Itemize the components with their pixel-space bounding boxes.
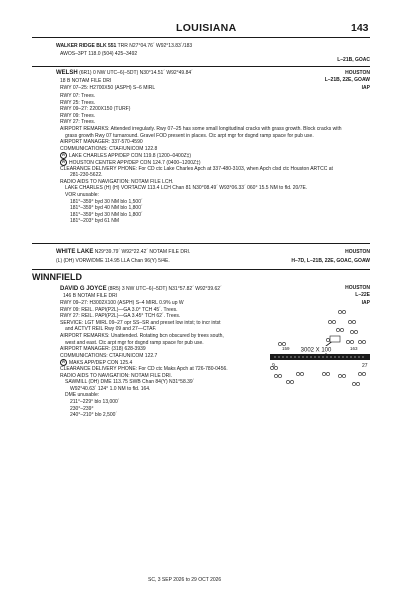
remark-line: grass growth Rwy 07 turnaround. Gravel FOD present in places. Ctc arpt mgr for dsgnd ramp space for pub use. [65,132,314,139]
elevation-label: 159 [282,346,290,351]
service-line: SERVICE: LGT MIRL 09–27 opr SS–SR and preset low intst; to incr intst [60,319,221,326]
remark-line: AIRPORT MANAGER: (318) 628-3939 [60,346,146,353]
joyce-header [60,286,222,293]
remark-line: AIRPORT REMARKS: Unattended. Rotating bcn obscured by trees south, [60,332,224,339]
center-line: R HOUSTON CENTER APP/DEP CON 124.7 (0400–1200Z‡) [60,159,342,166]
welsh-runway: RWY 07–25: H2700X50 (ASPH) S–6 MIRL [60,85,156,91]
navaid-name: WHITE LAKE [56,249,94,255]
runway-line: RWY 25: Trees. [60,99,96,106]
white-lake-coordinates: N29°39.79´ W92°22.42´ NOTAM FILE DRI. [94,249,191,255]
welsh-charts: L–21B, 22E, GOAW [324,77,370,83]
tree-icon [348,320,355,323]
runway-line: RWY 09–27: 2200X150 (TURF) [60,106,131,113]
ramp [330,336,340,342]
remark-line: AIRPORT MANAGER: 337-570-4590 [60,139,143,146]
remark-line: COMMUNICATIONS: CTAF/UNICOM 122.8 [60,145,158,152]
remark-line: AIRPORT REMARKS: Attended irregularly. Rwy 07–25 has some small longitudinal cracks with grass growth. Block cracks with [60,126,342,132]
navaid-line: RADIO AIDS TO NAVIGATION: NOTAM FILE DRI. [60,372,173,379]
runway-end-label: 27 [362,363,368,369]
page-number: 143 [351,22,369,34]
navaid-line: LAKE CHARLES (H) (H) VORTACW 113.4 LCH Chan 81 N30°08.49´ W93°06.33´ 060° 15.5 NM to fld. 20/7E. [65,185,308,192]
welsh-runway-details [60,93,130,126]
state-title: LOUISIANA [176,22,237,34]
welsh-remarks [60,126,342,225]
welsh-header [56,70,193,77]
header-rule [32,37,370,38]
city-title: WINNFIELD [32,272,82,282]
clearance-line: CLEARANCE DELIVERY PHONE: For CD ctc Lake Charles Apch at 337-480-3103, when Apch clsd ctc Houston ARTCC at [60,165,333,172]
navaid-line: 181°–359° byd 30 NM blo 1,500´ [70,198,143,205]
walker-awos: AWOS–3PT 118.0 (504) 425–3492 [60,51,138,57]
welsh-center: HOUSTON [345,70,370,76]
airport-diagram [268,302,372,398]
navaid-line: W92°40.63´ 124° 1.0 NM to fld. 164. [70,385,151,392]
white-lake-center: HOUSTON [345,249,370,255]
welsh-location: (6R1) 0 NW UTC–6(–5DT) N30°14.51´ W92°49.84´ [79,70,193,76]
joyce-center: HOUSTON [345,285,370,291]
airport-name: WALKER RIDGE BLK 551 [56,43,117,49]
r-circle-icon: R [60,159,67,166]
walker-entry [56,43,192,50]
welsh-iap: IAP [361,85,370,91]
navaid-line: 181°–359° byd 40 NM blo 1,800´ [70,205,143,212]
navaid-line: 230°–239° [70,405,94,412]
walker-coordinates: TRR N27°04.76´ W92°13.83´/183 [117,43,193,49]
navaid-line: VOR unusable: [65,191,99,198]
approach-line: R MAKS APP/DEP CON 125.4 [60,359,228,366]
tree-icon [358,372,365,375]
divider [32,243,370,244]
joyce-charts: L–22E [355,292,370,298]
effective-dates: SC, 3 SEP 2026 to 29 OCT 2026 [148,577,222,583]
runway-end-label: 9 [272,363,275,369]
tree-icon [296,372,303,375]
tree-icon [350,330,357,333]
joyce-location: (8R5) 3 NW UTC–6(–5DT) N31°57.82´ W92°39.62´ [107,286,222,292]
navaid-line: 211°–229° blo 13,000´ [70,398,120,405]
clearance-line: CLEARANCE DELIVERY PHONE: For CD ctc Maks Apch at 726-780-0456. [60,365,228,372]
navaid-line: 240°–210° blo 2,500´ [70,412,118,419]
clearance-line: 281-230-5622. [70,172,103,179]
divider [32,66,370,67]
joyce-iap: IAP [361,300,370,306]
remark-line: COMMUNICATIONS: CTAF/UNICOM 122.7 [60,352,158,359]
white-lake-header [56,249,190,256]
runway-line: RWY 09: REIL. PAPI(P2L)—GA 3.0° TCH 45´. Trees. [60,306,178,313]
navaid-line: RADIO AIDS TO NAVIGATION: NOTAM FILE LCH. [60,178,174,185]
welsh-notam: 18 B NOTAM FILE DRI [60,78,112,84]
navaid-line: 181°–203° byd 61 NM [70,218,120,225]
white-lake-vor: (L) (DH) VORW/DME 114.95 LLA Chan 96(Y) 5/4E. [56,258,170,264]
joyce-details [60,300,228,419]
walker-charts: L–21B, GOAC [337,57,370,63]
tree-icon [286,380,293,383]
joyce-notam: 146 B NOTAM FILE DRI [63,293,118,299]
runway-line: RWY 27: REIL. PAPI(P2L)—GA 3.45° TCH 62´. Trees. [60,313,181,320]
tree-icon [346,340,353,343]
approach-line: R LAKE CHARLES APP/DEP CON 119.8 (1200–0400Z‡) [60,152,342,159]
runway-line: RWY 27: Trees. [60,119,96,126]
navaid-line: DME unusable: [65,392,100,399]
tree-icon [274,374,281,377]
runway-dimensions: 3002 X 100 [300,347,332,354]
navaid-line: SAWMILL (DH) DME 113.75 SWB Chan 84(Y) N31°58.39´ [65,379,195,386]
elevation-label: 163 [350,346,358,351]
service-line: and ACTVT REIL Rwy 09 and 27—CTAF. [65,326,157,333]
tree-icon [352,382,359,385]
navaid-line: 181°–359° byd 30 NM blo 1,800´ [70,211,143,218]
tree-icon [358,340,365,343]
airport-name: DAVID G JOYCE [60,286,107,292]
tree-icon [338,374,345,377]
tree-icon [336,328,343,331]
runway-line: RWY 09: Trees. [60,112,96,119]
r-circle-icon: R [60,359,67,366]
tree-icon [322,372,329,375]
section-rule [32,269,370,270]
airport-name: WELSH [56,70,78,76]
tree-icon [338,310,345,313]
runway-line: RWY 09–27: H3002X100 (ASPH) S–4 MIRL 0.9% up W [60,300,184,306]
white-lake-charts: H–7D, L–21B, 22E, GOAC, GOAW [291,258,370,264]
runway-line: RWY 07: Trees. [60,93,96,99]
remark-line: west and east. Ctc arpt mgr for dsgnd ramp space for pub use. [65,339,204,346]
r-circle-icon: R [60,152,67,159]
tree-icon [328,320,335,323]
